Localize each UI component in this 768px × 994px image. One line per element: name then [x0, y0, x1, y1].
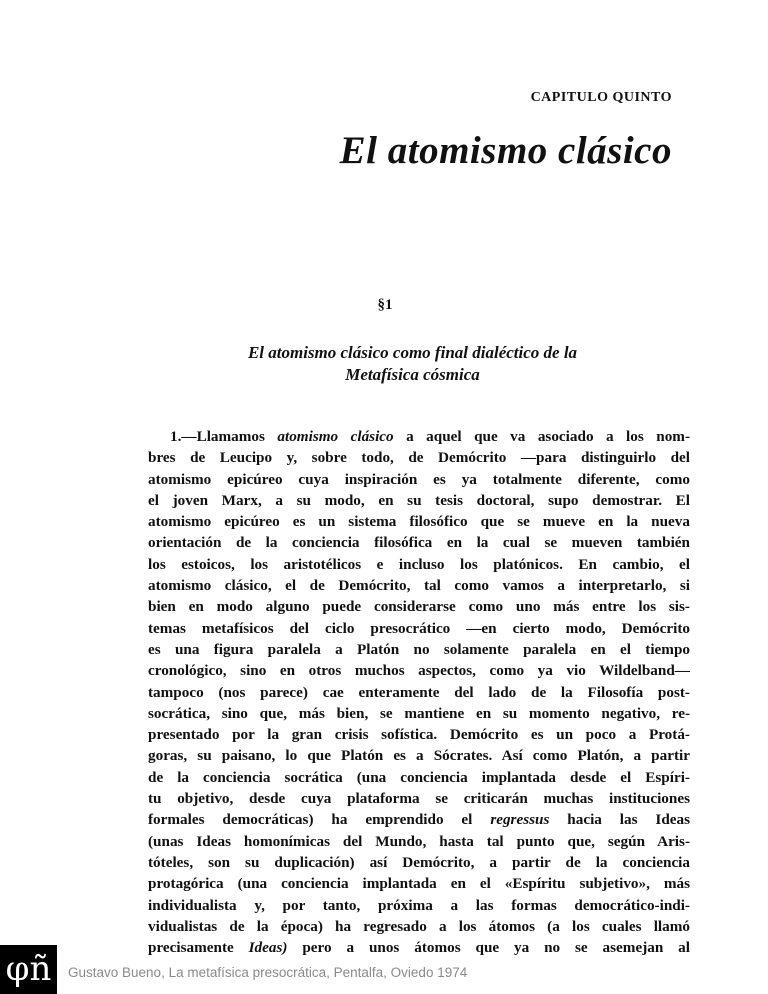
text-line [148, 660, 690, 681]
text-segment: atomismo epicúreo cuya inspiración es ya totalmente diferente, como [148, 470, 690, 488]
text-segment: el joven Marx, a su modo, en su tesis doctoral, supo demostrar. El [148, 491, 690, 509]
pentalfa-logo: φñ [0, 945, 57, 994]
text-segment: 1.—Llamamos [170, 428, 278, 445]
text-line [148, 788, 690, 809]
text-segment: tu objetivo, desde cuya plataforma se criticarán muchas instituciones [148, 790, 690, 808]
text-line [148, 596, 690, 617]
section-number: §1 [377, 297, 393, 313]
text-segment: tóteles, son su duplicación) así Demócrito, a partir de la conciencia [148, 853, 690, 871]
text-line [148, 724, 690, 745]
italic-text: atomismo clásico [277, 428, 394, 445]
text-segment: cronológico, sino en otros muchos aspectos, como ya vio Wildelband— [148, 662, 690, 680]
text-segment: vidualistas de la época) ha regresado a los átomos (a los cuales llamó [148, 917, 690, 935]
text-line [148, 703, 690, 724]
text-segment: protagórica (una conciencia implantada en el «Espíritu subjetivo», más [148, 875, 690, 893]
text-segment: presentado por la gran crisis sofística. Demócrito es un poco a Protá- [148, 726, 690, 744]
text-line [148, 937, 690, 958]
text-line [148, 873, 690, 894]
text-line [148, 682, 690, 703]
text-line [148, 831, 690, 852]
text-segment: orientación de la conciencia filosófica en la cual se mueven también [148, 534, 690, 552]
text-line [148, 852, 690, 873]
text-line [148, 809, 690, 830]
chapter-title: El atomismo clásico [339, 129, 672, 172]
text-segment: atomismo clásico, el de Demócrito, tal como vamos a interpretarlo, si [148, 577, 690, 595]
text-line [148, 575, 690, 596]
text-segment: precisamente [148, 939, 249, 957]
text-segment: temas metafísicos del ciclo presocrático —en cierto modo, Demócrito [148, 619, 690, 637]
text-line [148, 895, 690, 916]
text-segment: socrática, sino que, más bien, se mantiene en su momento negativo, re- [148, 704, 690, 722]
text-segment: de la conciencia socrática (una conciencia implantada desde el Espíri- [148, 768, 690, 786]
text-line [148, 447, 690, 468]
italic-text: regressus [490, 811, 550, 829]
text-segment: (unas Ideas homonímicas del Mundo, hasta tal punto que, según Aris- [148, 832, 690, 850]
text-line [148, 618, 690, 639]
text-line [148, 745, 690, 766]
text-segment: los estoicos, los aristotélicos e incluso los platónicos. En cambio, el [148, 555, 690, 573]
text-line [148, 554, 690, 575]
subtitle-line: El atomismo clásico como final dialéctico de la [247, 343, 578, 362]
text-segment: formales democráticas) ha emprendido el [148, 811, 491, 829]
text-segment: pero a unos átomos que ya no se asemejan al [287, 939, 690, 957]
text-line [148, 916, 690, 937]
text-segment: bres de Leucipo y, sobre todo, de Demócrito —para distinguirlo del [148, 449, 690, 467]
text-segment: bien en modo alguno puede considerarse como uno más entre los sis- [148, 598, 690, 616]
section-subtitle [140, 342, 685, 386]
text-segment: es una figura paralela a Platón no solamente paralela en el tiempo [148, 640, 690, 658]
body-text [148, 426, 690, 958]
footer-citation: Gustavo Bueno, La metafísica presocrática, Pentalfa, Oviedo 1974 [68, 965, 468, 980]
text-line [148, 639, 690, 660]
text-line [148, 469, 690, 490]
text-line [148, 532, 690, 553]
text-line [148, 511, 690, 532]
text-segment: goras, su paisano, lo que Platón es a Sócrates. Así como Platón, a partir [148, 747, 690, 765]
text-segment: hacia las Ideas [549, 811, 690, 829]
chapter-label: CAPITULO QUINTO [530, 90, 672, 105]
text-segment: tampoco (nos parece) cae enteramente del lado de la Filosofía post- [148, 683, 690, 701]
subtitle-line: Metafísica cósmica [345, 365, 480, 384]
text-line [148, 490, 690, 511]
italic-text: Ideas) [248, 939, 288, 957]
text-segment: individualista y, por tanto, próxima a las formas democrático-indi- [148, 896, 690, 914]
text-segment: atomismo epicúreo es un sistema filosófico que se mueve en la nueva [148, 513, 690, 531]
text-line [148, 426, 690, 447]
text-line [148, 767, 690, 788]
text-segment: a aquel que va asociado a los nom- [393, 428, 690, 445]
